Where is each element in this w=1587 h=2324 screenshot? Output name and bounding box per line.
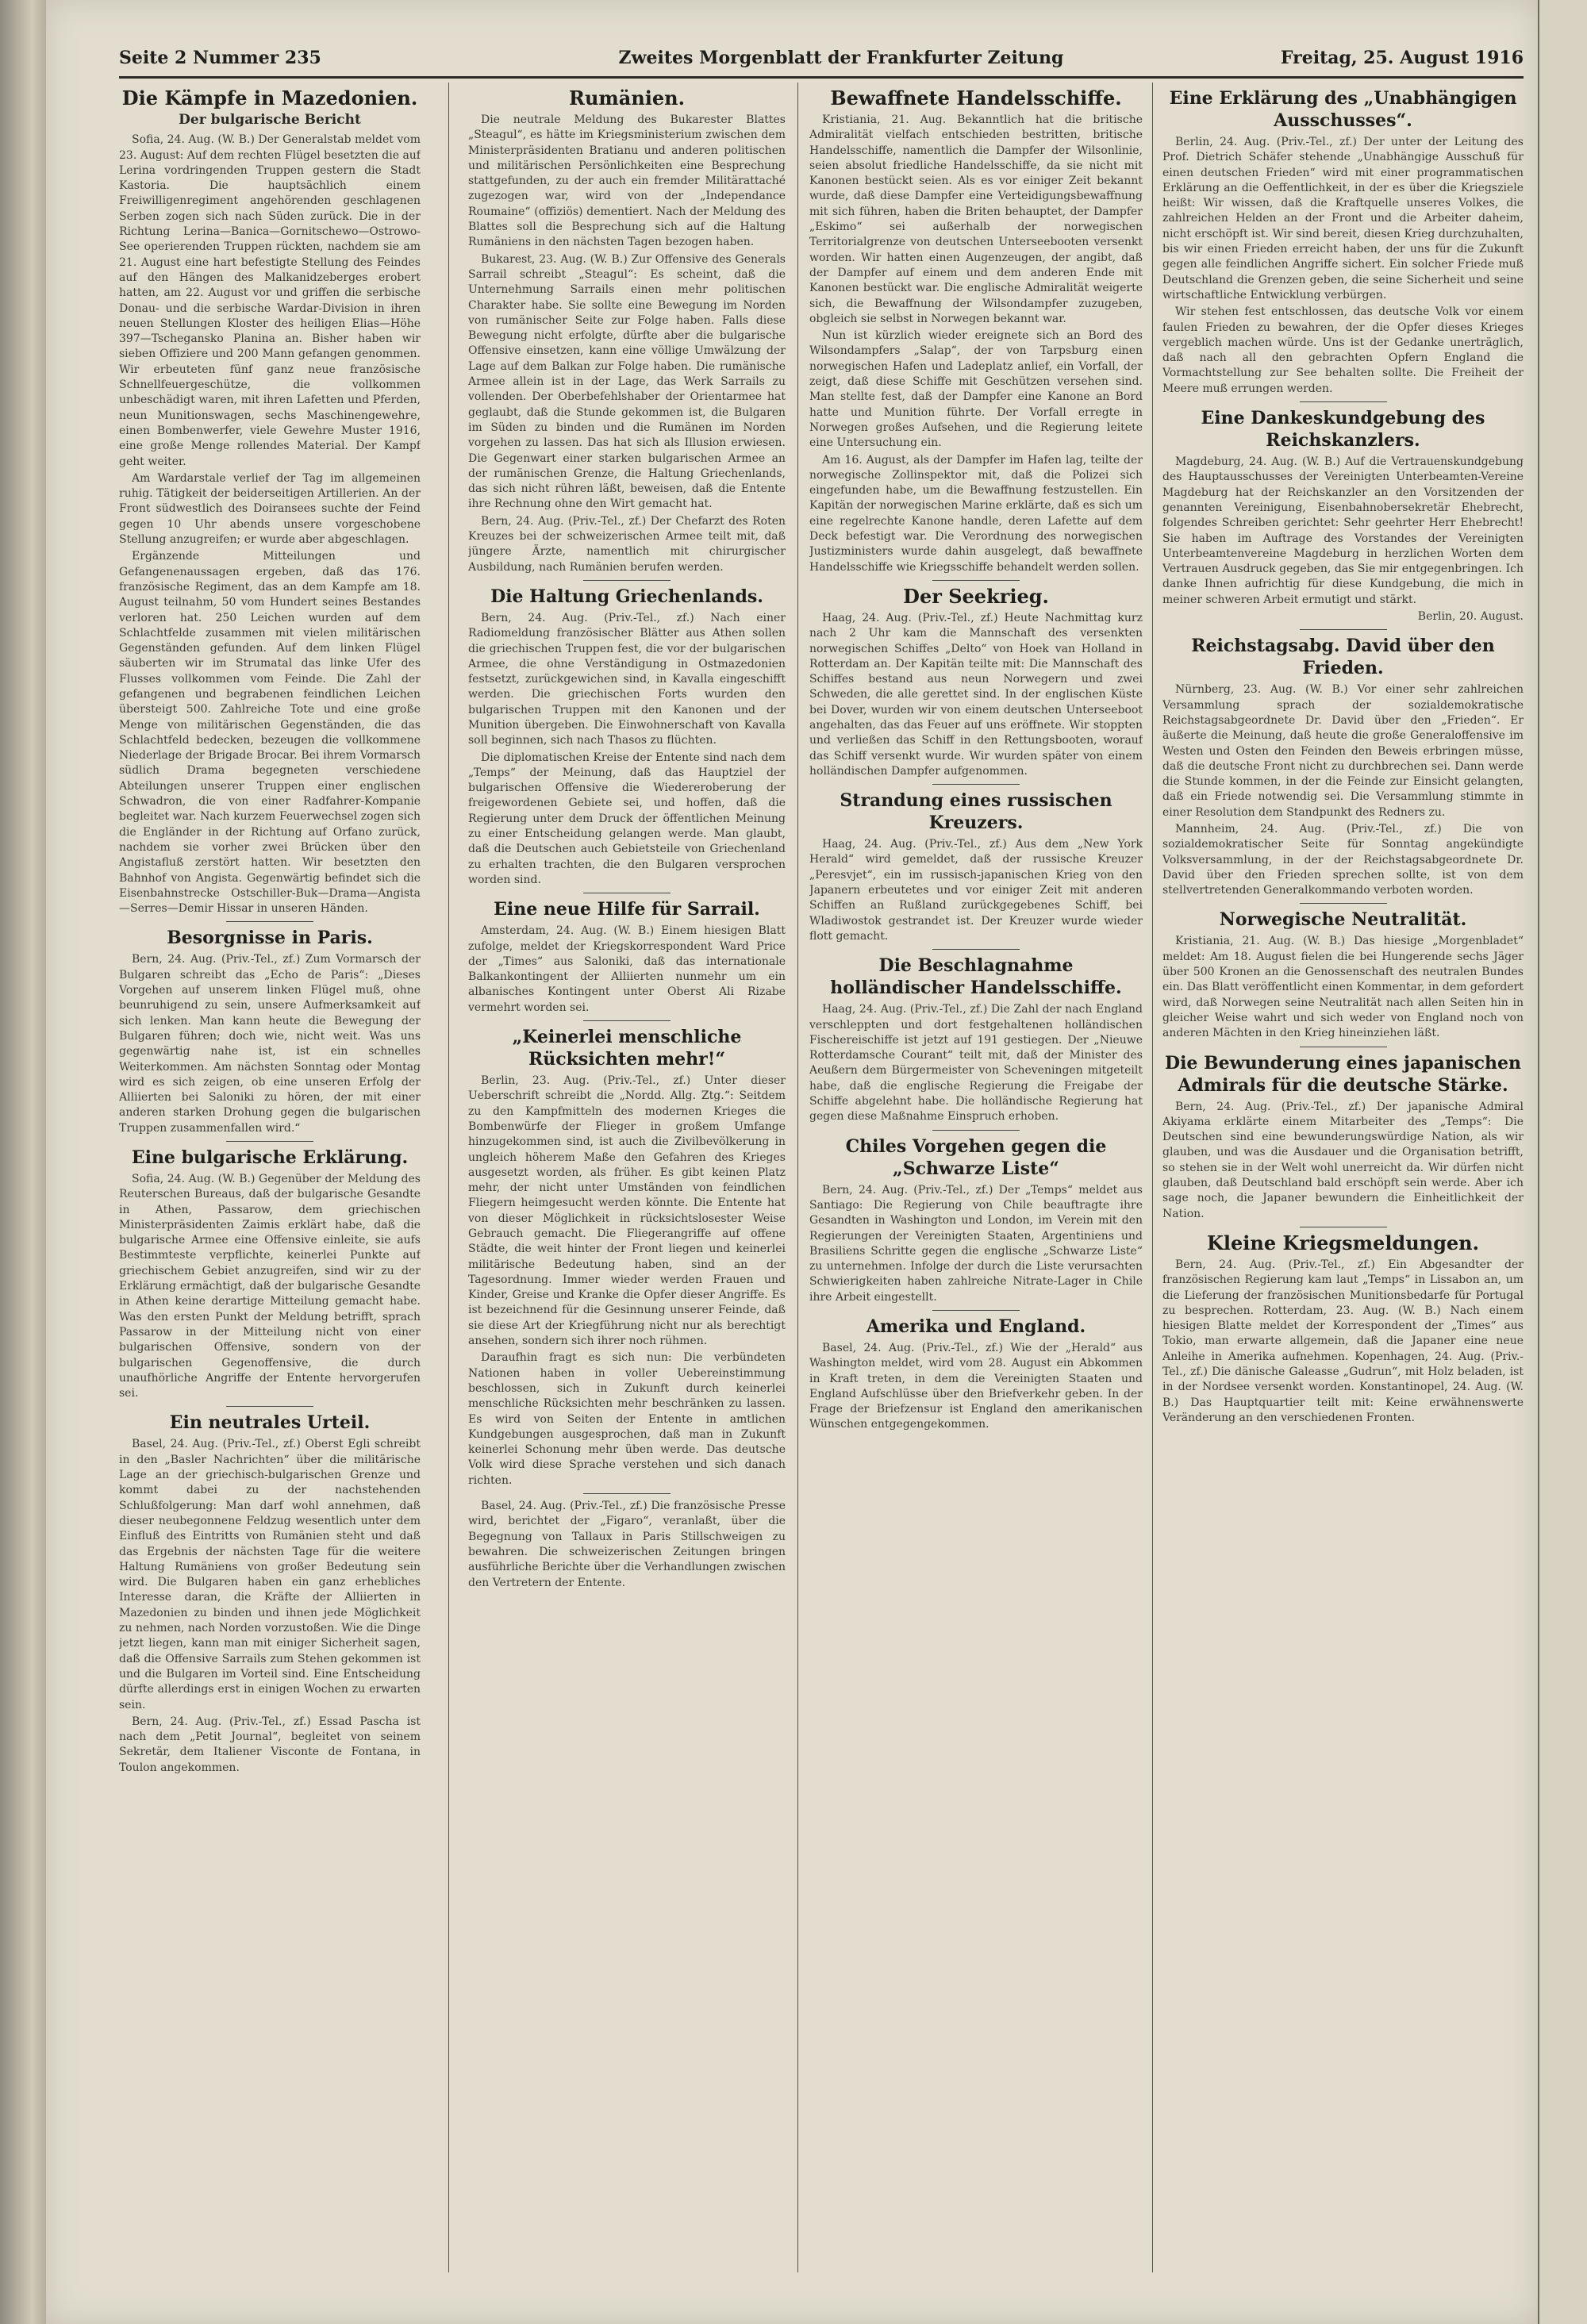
separator [583,580,671,581]
headline: Ein neutrales Urteil. [169,1412,371,1434]
column-divider [797,83,798,2272]
headline: Norwegische Neutralität. [1219,909,1467,931]
article-paragraph: Basel, 24. Aug. (Priv.-Tel., zf.) Oberst Egli schreibt in den „Basler Nachrichten“ über die militärische Lage an der griechisch-bulgarischen Grenze und kommt dabei zu der nachstehenden Schlußfolgerung: Man darf wohl annehmen, daß dieser neubegonnene Feldzug wesentlich unter dem Einfluß des Eintritts von Rumänien steht und daß das Ergebnis der nächsten Tage für die weitere Haltung Rumäniens von großer Bedeutung sein wird. Die Bulgaren haben ein ganz erhebliches Interesse daran, die Kräfte der Alliierten in Mazedonien zu binden und ihnen jede Möglichkeit zu nehmen, nach Norden vorzustoßen. Wie die Dinge jetzt liegen, kann man mit einiger Sicherheit sagen, daß die Offensive Sarrails zum Stehen gekommen ist und die Bulgaren im Vorteil sind. Eine Entscheidung dürfte allerdings erst in einigen Wochen zu erwarten sein. [119,1438,421,1711]
headline: Amerika und England. [866,1316,1086,1337]
headline: Reichstagsabg. David über den Frieden. [1191,636,1495,679]
separator [932,1130,1020,1131]
article-paragraph: Nürnberg, 23. Aug. (W. B.) Vor einer sehr zahlreichen Versammlung sprach der sozialdemokratische Reichstagsabgeordnete Dr. David über den „Frieden“. Er äußerte die Meinung, daß heute die große Generaloffensive im Westen und Osten den Feinden den Beweis erbringen müsse, daß die deutsche Front nicht zu durchbrechen sei. Dann werde die Stunde kommen, in der die Feinde zur Einsicht gelangten, daß ein Friede notwendig sei. Die Versammlung stimmte in einer Resolution dem Standpunkt des Redners zu. [1162,683,1524,819]
column-divider [448,83,449,2272]
headline: Die Kämpfe in Mazedonien. [121,86,418,109]
separator [1300,903,1387,904]
headline: Bewaffnete Handelsschiffe. [830,86,1122,109]
article-paragraph: Kristiania, 21. Aug. (W. B.) Das hiesige „Morgenbladet“ meldet: Am 18. August fielen die bei Hungerende sechs Jäger über 500 Kronen an die Genossenschaft des neutralen Bundes ein. Das Blatt veröffentlicht einen Kommentar, in dem gefordert wird, daß Norwegen seine Neutralität nach allen Seiten hin in gleicher Weise wahrt und sich weder von England noch von anderen Mächten in den Krieg hineinziehen läßt. [1162,935,1524,1040]
article-paragraph: Bern, 24. Aug. (Priv.-Tel., zf.) Zum Vormarsch der Bulgaren schreibt das „Echo de Paris“: „Dieses Vorgehen auf unserem linken Flügel muß, ohne beunruhigend zu sein, unsere Aufmerksamkeit auf sich lenken. Man kann heute die Bewegung der Bulgaren führen; doch wie, nicht weit. Was uns gegenwärtig nahe ist, ist ein schnelles Weiterkommen. Am nächsten Sonntag oder Montag wird es sich zeigen, ob eine unseren Erfolg der Alliierten bei Saloniki zu hören, der mit einer anderen starken Drohung gegen die bulgarischen Truppen zusammenfallen wird.“ [119,953,421,1135]
article-paragraph: Amsterdam, 24. Aug. (W. B.) Einem hiesigen Blatt zufolge, meldet der Kriegskorrespondent Ward Price der „Times“ aus Saloniki, daß das internationale Balkankontingent der Alliierten nunmehr um ein albanisches Kontingent unter Oberst Ali Rizabe vermehrt worden sei. [468,924,786,1014]
article-paragraph: Haag, 24. Aug. (Priv.-Tel., zf.) Aus dem „New York Herald“ wird gemeldet, daß der russische Kreuzer „Peresvjet“, ein im russisch-japanischen Krieg von den Japanern erbeutetes und vor einiger Zeit mit anderen Schiffen an Rußland zurückgegebenes Schiff, bei Wladiwostok gestrandet ist. Der Kreuzer wurde wieder flott gemacht. [809,838,1143,943]
article-paragraph: Daraufhin fragt es sich nun: Die verbündeten Nationen haben in voller Uebereinstimmung beschlossen, sich in Zukunft durch keinerlei menschliche Rücksichten mehr beschränken zu lassen. Es wird von Seiten der Entente in amtlichen Kundgebungen ausgesprochen, daß man in Zukunft keinerlei Schonung mehr üben werde. Das deutsche Volk wird diese Sprache verstehen und sich danach richten. [468,1351,786,1487]
article-paragraph: Bern, 24. Aug. (Priv.-Tel., zf.) Essad Pascha ist nach dem „Petit Journal“, begleitet von seinem Sekretär, dem Italiener Visconte de Fontana, in Toulon angekommen. [119,1715,421,1774]
separator [226,1141,313,1142]
headline: Eine Dankeskundgebung des Reichskanzlers. [1201,408,1485,451]
header-page-number: Seite 2 Nummer 235 [119,48,321,68]
headline: Rumänien. [569,86,685,109]
subheadline: Der bulgarische Bericht [179,112,361,128]
article-paragraph: Bern, 24. Aug. (Priv.-Tel., zf.) Der „Temps“ meldet aus Santiago: Die Regierung von Chile beauftragte ihre Gesandten in Washington und London, im Verein mit den Regierungen der Vereinigten Staaten, Argentiniens und Brasiliens Schritte gegen die englische „Schwarze Liste“ zu unternehmen. Infolge der durch die Liste verursachten Schwierigkeiten haben zahlreiche Nitrate-Lager in Chile ihre Arbeit eingestellt. [809,1183,1143,1304]
article-paragraph: Die neutrale Meldung des Bukarester Blattes „Steagul“, es hätte im Kriegsministerium zwischen dem Ministerpräsidenten Bratianu und anderen politischen und militärischen Persönlichkeiten eine Besprechung stattgefunden, zu der auch ein fremder Militärattaché zugezogen war, wird von der „Independance Roumaine“ (offiziös) dementiert. Nach der Meldung des Blattes soll die Besprechung sich auf die Haltung Rumäniens in den nächsten Tagen bezogen haben. [468,113,786,249]
article-paragraph: Bukarest, 23. Aug. (W. B.) Zur Offensive des Generals Sarrail schreibt „Steagul“: Es scheint, daß die Unternehmung Sarrails einen mehr politischen Charakter habe. Sie sollte eine Bewegung im Norden von rumänischer Seite zur Folge haben. Falls diese Bewegung nicht erfolgte, dürfte aber die bulgarische Offensive einsetzen, kann eine völlige Umwälzung der Lage auf dem Balkan zur Folge haben. Die rumänische Armee allein ist in der Lage, das Werk Sarrails zu vollenden. Der Oberbefehlshaber der Orientarmee hat geglaubt, daß die Stunde gekommen ist, die Bulgaren im Süden zu binden und die Rumänen im Norden vorgehen zu lassen. Das hat sich als Illusion erwiesen. Die Gegenwart einer starken bulgarischen Armee an der rumänischen Grenze, die Haltung Griechenlands, das sich nicht rühren läßt, beweisen, daß die Entente ihre Rechnung ohne den Wirt gemacht hat. [468,252,786,511]
column-4 [1162,83,1524,2272]
headline: Eine bulgarische Erklärung. [131,1147,409,1168]
column-1 [119,83,421,2272]
column-2 [468,83,786,2272]
article-paragraph: Die diplomatischen Kreise der Entente sind nach dem „Temps“ der Meinung, daß das Hauptziel der bulgarischen Offensive die Wiedereroberung der freigewordenen Gebiete sei, und hoffen, daß die Regierung unter dem Druck der öffentlichen Meinung zu einer Entscheidung gelangen werde. Man glaubt, daß die Deutschen auch Gebietsteile von Griechenland zu erhalten trachten, die den Bulgaren versprochen worden sind. [468,751,786,886]
article-paragraph: Ergänzende Mitteilungen und Gefangenenaussagen ergeben, daß das 176. französische Regiment, das an dem Kampfe am 18. August teilnahm, 50 vom Hundert seines Bestandes verloren hat. 250 Leichen wurden auf dem Schlachtfelde zusammen mit vielen militärischen Gegenständen gefunden. Auf dem linken Flügel säuberten wir im Strumatal das linke Ufer des Flusses vollkommen vom Feinde. Die Zahl der gefangenen und begrabenen feindlichen Leichen übersteigt 500. Zahlreiche Tote und eine große Menge von militärischen Gegenständen, die das Schlachtfeld bedecken, bezeugen die vollkommene Niederlage der Brigade Brocar. Bei ihrem Vormarsch südlich Drama begegneten verschiedene Abteilungen unserer Truppen einer englischen Schwadron, die von einer Radfahrer-Kompanie begleitet war. Nach kurzem Feuerwechsel zogen sich die Engländer in der Richtung auf Orfano zurück, nachdem sie vorher zwei Brücken über den Angistafluß zerstört hatten. Wir besetzten den Bahnhof von Angista. Gegenwärtig befindet sich die Eisenbahnstrecke Ostschiller-Buk—Drama—Angista—Serres—Demir Hissar in unseren Händen. [119,550,421,916]
article-paragraph: Basel, 24. Aug. (Priv.-Tel., zf.) Die französische Presse wird, berichtet der „Figaro“, veranlaßt, über die Begegnung von Tallaux in Paris Stillschweigen zu bewahren. Die schweizerischen Zeitungen bringen ausführliche Berichte über die Verhandlungen zwischen den Vertretern der Entente. [468,1500,786,1589]
headline: Eine Erklärung des „Unabhängigen Ausschusses“. [1169,88,1517,131]
article-paragraph: Nun ist kürzlich wieder ereignete sich an Bord des Wilsondampfers „Salap“, der von Tarpsburg einen norwegischen Hafen und Ladeplatz anlief, ein Vorfall, der zeigt, daß diese Schiffe mit Geschützen versehen sind. Man stellte fest, daß der Dampfer eine Kanone an Bord hatte und Munition führte. Der Vorfall erregte in Norwegen großes Aufsehen, und die Regierung leitete eine Untersuchung ein. [809,329,1143,450]
article-paragraph: Am Wardarstale verlief der Tag im allgemeinen ruhig. Tätigkeit der beiderseitigen Artillerien. An der Front südwestlich des Doiransees suchte der Feind gegen 10 Uhr abends unsere vorgeschobene Stellung anzugreifen; er wurde aber abgeschlagen. [119,471,421,547]
article-paragraph: Kristiania, 21. Aug. Bekanntlich hat die britische Admiralität vielfach entschieden bestritten, britische Handelsschiffe, namentlich die Dampfer der Wilsonlinie, seien absolut friedliche Handelsschiffe, da sie nicht mit Kanonen bestückt seien. Als es vor einiger Zeit bekannt wurde, daß diese Dampfer eine Verteidigungsbewaffnung mit sich führen, haben die Briten behauptet, der Dampfer „Eskimo“ sei außerhalb der norwegischen Territorialgrenze von deutschen Unterseebooten versenkt worden. Wir hatten einen Augenzeugen, der angibt, daß der Dampfer auf einem und dem anderen Ende mit Kanonen bestückt war. Die englische Admiralität weigerte sich, die Bewaffnung der Wilsondampfer zuzugeben, obgleich sie selbst in Norwegen bekannt war. [809,113,1143,325]
article-paragraph: Wir stehen fest entschlossen, das deutsche Volk vor einem faulen Frieden zu bewahren, der die Opfer dieses Krieges vergeblich machen würde. Uns ist der Gedanke unerträglich, daß nach all den gebrachten Opfern England die Vormachtstellung zur See behalten sollte. Die Freiheit der Meere muß errungen werden. [1162,305,1524,395]
headline: Die Haltung Griechenlands. [490,586,763,607]
next-page-edge [1538,0,1587,2324]
letter-signoff: Berlin, 20. August. [1417,610,1524,624]
headline: Kleine Kriegsmeldungen. [1207,1231,1479,1254]
separator [226,921,313,922]
column-divider [1152,83,1153,2272]
headline: Der Seekrieg. [903,584,1049,608]
separator [583,1020,671,1021]
article-paragraph: Haag, 24. Aug. (Priv.-Tel., zf.) Die Zahl der nach England verschleppten und dort festgehaltenen holländischen Fischereischiffe ist jetzt auf 191 gestiegen. Der „Nieuwe Rotterdamsche Courant“ teilt mit, daß der Minister des Aeußern dem Bürgermeister von Scheveningen mitgeteilt habe, daß die englische Regierung die Freigabe der Schiffe abgelehnt habe. Die holländische Regierung hat gegen diese Maßnahme Einspruch erhoben. [809,1003,1143,1124]
headline: „Keinerlei menschliche Rücksichten mehr!“ [512,1027,742,1070]
separator [932,949,1020,950]
article-paragraph: Mannheim, 24. Aug. (Priv.-Tel., zf.) Die von sozialdemokratischer Seite für Sonntag angekündigte Volksversammlung, in der der Reichstagsabgeordnete Dr. David über den Frieden sprechen sollte, ist von dem stellvertretenden Generalkommando verboten worden. [1162,822,1524,897]
article-paragraph: Berlin, 23. Aug. (Priv.-Tel., zf.) Unter dieser Ueberschrift schreibt die „Nordd. Allg. Ztg.“: Seitdem zu den Kampfmitteln des modernen Krieges die Bombenwürfe der Flieger in großem Umfange hinzugekommen sind, ist auch die Zivilbevölkerung in ungleich höherem Maße den Gefahren des Krieges ausgesetzt worden, als früher. Es gibt keinen Platz mehr, der nicht unter Umständen von feindlichen Fliegern heimgesucht werden könnte. Die Entente hat von dieser Möglichkeit in rücksichtslosester Weise Gebrauch gemacht. Die Fliegerangriffe auf offene Städte, die weit hinter der Front liegen und keinerlei militärische Bedeutung haben, sind an der Tagesordnung. Immer wieder werden Frauen und Kinder, Greise und Kranke die Opfer dieser Angriffe. Es ist bezeichnend für die Gesinnung unserer Feinde, daß sie diese Art der Kriegführung nicht nur als berechtigt ansehen, sondern sich ihrer noch rühmen. [468,1074,786,1348]
article-paragraph: Magdeburg, 24. Aug. (W. B.) Auf die Vertrauenskundgebung des Hauptausschusses der Vereinigten Unterbeamten-Vereine Magdeburg hat der Reichskanzler an den Vorsitzenden der genannten Vereinigung, Eisenbahnobersekretär Ehebrecht, folgendes Schreiben gerichtet: Sehr geehrter Herr Ehebrecht! Sie haben im Auftrage des Vorstandes der Vereinigten Unterbeamtenvereine Magdeburg in herzlichen Worten dem Vertrauen Ausdruck gegeben, das Sie mir entgegenbringen. Ich danke Ihnen aufrichtig für diese Kundgebung, die mich in meiner schweren Arbeit ermutigt und stärkt. [1162,455,1524,606]
article-paragraph: Sofia, 24. Aug. (W. B.) Gegenüber der Meldung des Reuterschen Bureaus, daß der bulgarische Gesandte in Athen, Passarow, dem griechischen Ministerpräsidenten Zaimis erklärt habe, daß die bulgarische Armee eine Offensive einleite, sie aufs Bestimmteste verpflichte, keinerlei Punkte auf griechischem Gebiet anzugreifen, sind wir zu der Erklärung ermächtigt, daß der bulgarische Gesandte in Athen keine derartige Mitteilung gemacht habe. Was den ersten Punkt der Meldung betrifft, sprach Passarow in der Mitteilung nicht von einer bulgarischen Offensive, sondern von der bulgarischen Gegenoffensive, die durch unaufhörliche Angriffe der Entente hervorgerufen sei. [119,1173,421,1400]
headline: Chiles Vorgehen gegen die „Schwarze Liste“ [845,1135,1107,1179]
article-paragraph: Am 16. August, als der Dampfer im Hafen lag, teilte der norwegische Zollinspektor mit, daß die Polizei sich eingefunden habe, um die Bewaffnung festzustellen. Ein Kapitän der norwegischen Marine erklärte, daß es sich um eine regelrechte Kanone handle, deren Lafette auf dem Deck befestigt war. Die Verordnung des norwegischen Justizministers wurde dahin ausgelegt, daß bewaffnete Handelsschiffe wie Kriegsschiffe behandelt werden sollen. [809,453,1143,574]
separator [226,1406,313,1407]
separator [932,1310,1020,1311]
separator [1300,629,1387,630]
separator [932,580,1020,581]
article-paragraph: Bern, 24. Aug. (Priv.-Tel., zf.) Der Chefarzt des Roten Kreuzes bei der schweizerischen Armee teilt mit, daß jüngere Ärzte, namentlich mit chirurgischer Ausbildung, nach Rumänien berufen werden. [468,514,786,574]
headline: Die Bewunderung eines japanischen Admirals für die deutsche Stärke. [1165,1052,1521,1096]
page-header [119,48,1524,75]
article-paragraph: Bern, 24. Aug. (Priv.-Tel., zf.) Ein Abgesandter der französischen Regierung kam laut „Temps“ in Lissabon an, um die Lieferung der französischen Munitionsbedarfe für Portugal zu besprechen. Rotterdam, 23. Aug. (W. B.) Nach einem hiesigen Blatte meldet der Korrespondent der „Times“ aus Tokio, man erwarte allgemein, daß die Japaner eine neue Anleihe in Amerika aufnehmen. Kopenhagen, 24. Aug. (Priv.-Tel., zf.) Die dänische Galeasse „Gudrun“, mit Holz beladen, ist in der Nordsee versenkt worden. Konstantinopel, 24. Aug. (W. B.) Das Hauptquartier teilt mit: Keine erwähnenswerte Veränderung an den verschiedenen Fronten. [1162,1258,1524,1424]
column-3 [809,83,1143,2272]
headline: Die Beschlagnahme holländischer Handelsschiffe. [830,955,1122,999]
header-rule [119,76,1524,79]
headline: Besorgnisse in Paris. [167,928,373,949]
headline: Eine neue Hilfe für Sarrail. [494,899,760,920]
separator [932,784,1020,785]
article-paragraph: Berlin, 24. Aug. (Priv.-Tel., zf.) Der unter der Leitung des Prof. Dietrich Schäfer stehende „Unabhängige Ausschuß für einen deutschen Frieden“ wird mit einer programmatischen Erklärung an die Oeffentlichkeit, in der es über die Kriegsziele heißt: Wir wissen, daß die Kraftquelle unseres Volkes, die zahlreichen Helden an der Front und die Arbeiter daheim, nicht erschöpft ist. Wir sind bereit, diesen Krieg durchzuhalten, bis wir einen Frieden erreicht haben, der uns für die Zukunft gegen alle feindlichen Angriffe sichert. Ein solcher Friede muß Deutschland die Grenzen geben, die seine Sicherheit und seine wirtschaftliche Entwicklung verbürgen. [1162,136,1524,302]
header-masthead: Zweites Morgenblatt der Frankfurter Zeitung [618,48,1064,68]
article-paragraph: Basel, 24. Aug. (Priv.-Tel., zf.) Wie der „Herald“ aus Washington meldet, wird vom 28. August ein Abkommen in Kraft treten, in dem die Vereinigten Staaten und England Aufschlüsse über den Briefverkehr geben. In der Frage der Briefzensur ist England den amerikanischen Wünschen entgegengekommen. [809,1342,1143,1431]
book-binding [0,0,46,2324]
separator [1300,401,1387,402]
separator [583,1493,671,1494]
article-paragraph: Bern, 24. Aug. (Priv.-Tel., zf.) Nach einer Radiomeldung französischer Blätter aus Athen sollen die griechischen Truppen fest, die vor der bulgarischen Armee, die ohne Verständigung in Ostmazedonien festsetzt, zurückgewichen sind, in Kavalla eingeschifft werden. Die griechischen Forts wurden den bulgarischen Truppen mit den Kanonen und der Munition übergeben. Die Einwohnerschaft von Kavalla soll beginnen, sich nach Thasos zu flüchten. [468,611,786,747]
headline: Strandung eines russischen Kreuzers. [840,790,1112,834]
header-date: Freitag, 25. August 1916 [1280,48,1524,68]
article-paragraph: Bern, 24. Aug. (Priv.-Tel., zf.) Der japanische Admiral Akiyama erklärte einem Mitarbeiter des „Temps“: Die Deutschen sind eine bewunderungswürdige Nation, als wir glauben, und was die Ausdauer und die Organisation betrifft, so stehen sie in der Welt wohl unerreicht da. Wir dürfen nicht glauben, daß Deutschland bald erschöpft sein werde. Aber ich sage noch, die Japaner bewundern die Einheitlichkeit der Nation. [1162,1100,1524,1220]
article-paragraph: Haag, 24. Aug. (Priv.-Tel., zf.) Heute Nachmittag kurz nach 2 Uhr kam die Mannschaft des versenkten norwegischen Schiffes „Delto“ von Hoek van Holland in Rotterdam an. Der Kapitän teilte mit: Die Mannschaft des Schiffes bestand aus neun Norwegern und zwei Schweden, die alle gerettet sind. In der englischen Küste bei Dover, wurden wir von einem deutschen Unterseeboot angehalten, das das Feuer auf uns eröffnete. Wir stoppten und verließen das Schiff in den Rettungsbooten, worauf das Schiff versenkt wurde. Wir wurden später von einem holländischen Dampfer aufgenommen. [809,611,1143,778]
article-paragraph: Sofia, 24. Aug. (W. B.) Der Generalstab meldet vom 23. August: Auf dem rechten Flügel besetzten die auf Lerina vordringenden Truppen gestern die Stadt Kastoria. Die hauptsächlich einem Freiwilligenregiment angehörenden geschlagenen Serben zogen sich nach Süden zurück. Die in der Richtung Lerina—Banica—Gornitschewo—Ostrowo-See operierenden Truppen rückten, nachdem sie am 21. August eine hart befestigte Stellung des Feindes auf den Hängen des Malkanidzeberges erobert hatten, am 22. August vor und griffen die serbische Donau- und die serbische Wardar-Division in ihren neuen Stellungen Kloster des heiligen Elias—Höhe 397—Tschegansko Planina an. Bisher haben wir sieben Offiziere und 200 Mann gefangen genommen. Wir erbeuteten fünf ganz neue französische Schnellfeuergeschütze, die vollkommen unbeschädigt waren, mit ihren Lafetten und Pferden, neun Munitionswagen, sechs Maschinengewehre, einen Bombenwerfer, viele Gewehre Muster 1916, eine große Menge rollendes Material. Der Kampf geht weiter. [119,133,421,468]
